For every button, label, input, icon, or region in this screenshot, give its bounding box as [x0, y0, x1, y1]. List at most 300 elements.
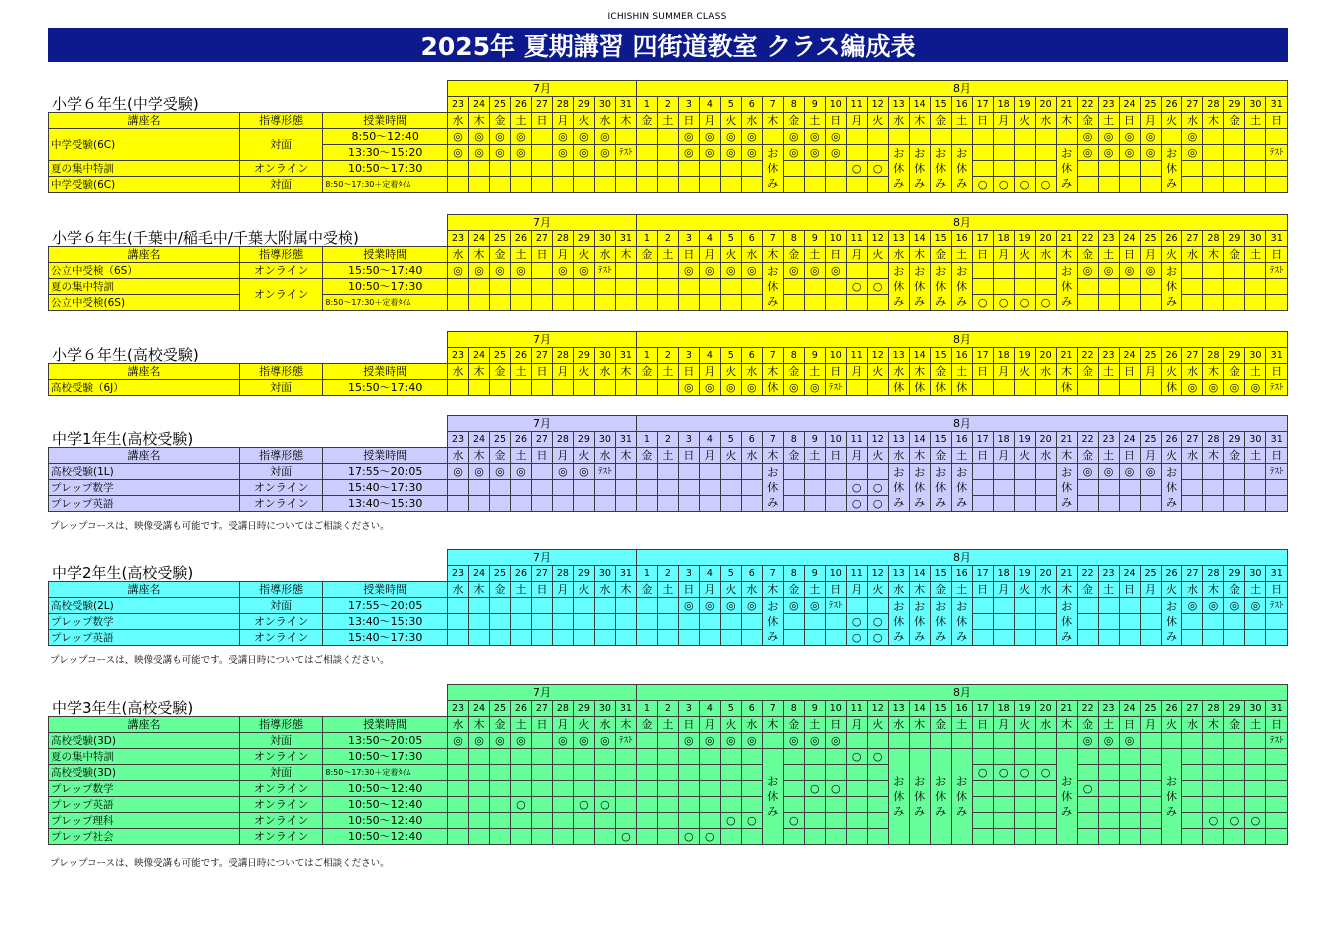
schedule-cell — [615, 263, 636, 279]
weekday-cell: 土 — [804, 113, 825, 129]
schedule-cell — [804, 614, 825, 630]
date-cell: 24 — [1119, 97, 1140, 113]
schedule-cell — [930, 129, 951, 145]
date-cell: 30 — [1245, 231, 1266, 247]
weekday-cell: 火 — [1161, 448, 1182, 464]
weekday-cell: 土 — [951, 448, 972, 464]
schedule-cell — [531, 480, 552, 496]
weekday-cell: 土 — [951, 717, 972, 733]
holiday-text: お — [956, 147, 968, 160]
date-cell: 4 — [699, 432, 720, 448]
col-header-mode: 指導形態 — [239, 448, 322, 464]
weekday-cell: 日 — [1266, 717, 1288, 733]
schedule-cell — [531, 733, 552, 749]
class-time: 15:40～17:30 — [323, 630, 448, 646]
weekday-cell: 金 — [1224, 113, 1245, 129]
weekday-cell: 火 — [1161, 364, 1182, 380]
date-cell: 23 — [1098, 348, 1119, 364]
schedule-cell — [1245, 145, 1266, 161]
schedule-cell — [804, 749, 825, 765]
schedule-cell — [615, 797, 636, 813]
date-cell: 15 — [930, 432, 951, 448]
date-cell: 21 — [1056, 97, 1077, 113]
class-time: 15:50～17:40 — [323, 263, 448, 279]
schedule-cell — [636, 480, 657, 496]
schedule-cell — [1203, 295, 1224, 311]
class-time: 15:40～17:30 — [323, 480, 448, 496]
holiday-text: 休 — [935, 790, 947, 803]
weekday-cell: 木 — [469, 113, 490, 129]
date-cell: 27 — [531, 97, 552, 113]
schedule-cell: ○ — [846, 480, 867, 496]
month-august: 8月 — [636, 685, 1287, 701]
weekday-cell: 土 — [804, 717, 825, 733]
schedule-cell — [1014, 614, 1035, 630]
schedule-cell — [783, 295, 804, 311]
date-cell: 28 — [1203, 231, 1224, 247]
schedule-cell — [1035, 129, 1056, 145]
weekday-cell: 木 — [615, 717, 636, 733]
schedule-cell: ◎ — [489, 145, 510, 161]
schedule-cell: 休 — [1161, 380, 1182, 396]
schedule-cell — [636, 496, 657, 512]
date-cell: 11 — [846, 348, 867, 364]
schedule-cell: ◎ — [573, 129, 594, 145]
schedule-cell — [678, 161, 699, 177]
holiday-text: み — [767, 630, 779, 643]
schedule-cell — [552, 829, 573, 845]
schedule-cell — [510, 295, 531, 311]
schedule-cell — [1182, 765, 1203, 781]
month-august: 8月 — [636, 81, 1287, 97]
schedule-cell — [1140, 295, 1161, 311]
schedule-cell — [1119, 279, 1140, 295]
col-header-time: 授業時間 — [323, 448, 448, 464]
weekday-cell: 日 — [1266, 448, 1288, 464]
weekday-cell: 水 — [1035, 247, 1056, 263]
schedule-cell: ○ — [867, 279, 888, 295]
schedule-cell — [783, 279, 804, 295]
weekday-cell: 日 — [972, 364, 993, 380]
schedule-cell: ○ — [1014, 177, 1035, 193]
weekday-cell: 月 — [993, 247, 1014, 263]
blank-cell — [49, 231, 448, 247]
course-name: プレップ英語 — [49, 496, 240, 512]
schedule-cell — [1056, 733, 1077, 749]
schedule-cell: ﾃｽﾄ — [1266, 464, 1288, 480]
schedule-cell: ○ — [1014, 295, 1035, 311]
schedule-cell — [993, 380, 1014, 396]
date-cell: 13 — [888, 348, 909, 364]
schedule-cell — [741, 749, 762, 765]
schedule-cell: ◎ — [783, 129, 804, 145]
date-cell: 24 — [469, 231, 490, 247]
weekday-cell: 水 — [448, 582, 469, 598]
holiday-text: 休 — [767, 481, 779, 494]
schedule-cell — [993, 496, 1014, 512]
date-cell: 12 — [867, 566, 888, 582]
schedule-cell — [1035, 781, 1056, 797]
schedule-cell — [741, 781, 762, 797]
schedule-cell: ◎ — [825, 129, 846, 145]
date-cell: 10 — [825, 701, 846, 717]
schedule-cell — [1245, 480, 1266, 496]
schedule-cell: ◎ — [1077, 733, 1098, 749]
schedule-cell: ◎ — [678, 145, 699, 161]
schedule-cell — [1014, 129, 1035, 145]
date-cell: 20 — [1035, 97, 1056, 113]
holiday-text: お — [767, 775, 779, 788]
schedule-cell — [804, 177, 825, 193]
date-cell: 28 — [552, 701, 573, 717]
schedule-cell — [867, 733, 888, 749]
schedule-cell — [972, 614, 993, 630]
date-cell: 1 — [636, 701, 657, 717]
schedule-cell — [1266, 279, 1288, 295]
date-cell: 7 — [762, 231, 783, 247]
weekday-cell: 月 — [1140, 113, 1161, 129]
schedule-cell: ◎ — [469, 464, 490, 480]
schedule-cell: ◎ — [510, 145, 531, 161]
date-cell: 22 — [1077, 348, 1098, 364]
date-cell: 7 — [762, 348, 783, 364]
holiday-text: み — [767, 177, 779, 190]
weekday-cell: 日 — [825, 717, 846, 733]
schedule-cell — [1245, 749, 1266, 765]
schedule-cell — [1266, 749, 1288, 765]
date-cell: 31 — [615, 348, 636, 364]
weekday-cell: 火 — [1014, 247, 1035, 263]
schedule-cell — [972, 380, 993, 396]
blank-cell — [49, 685, 448, 701]
schedule-cell: 休 — [1056, 380, 1077, 396]
weekday-cell: 日 — [678, 113, 699, 129]
teaching-mode: 対面 — [239, 598, 322, 614]
schedule-cell — [469, 749, 490, 765]
weekday-cell: 木 — [469, 364, 490, 380]
schedule-cell — [615, 177, 636, 193]
schedule-cell: ◎ — [1077, 129, 1098, 145]
date-cell: 14 — [909, 231, 930, 247]
holiday-text: お — [914, 600, 926, 613]
date-cell: 29 — [573, 231, 594, 247]
schedule-cell — [825, 829, 846, 845]
schedule-cell: ◎ — [825, 733, 846, 749]
holiday-text: 休 — [1061, 790, 1073, 803]
table-row — [49, 630, 1288, 646]
holiday-cell — [909, 749, 930, 845]
schedule-cell — [531, 598, 552, 614]
schedule-cell — [720, 177, 741, 193]
date-cell: 7 — [762, 432, 783, 448]
date-cell: 28 — [1203, 701, 1224, 717]
date-cell: 2 — [657, 566, 678, 582]
date-cell: 30 — [594, 348, 615, 364]
schedule-cell — [594, 781, 615, 797]
schedule-cell — [1035, 161, 1056, 177]
blank-cell — [49, 97, 448, 113]
schedule-cell — [531, 129, 552, 145]
date-cell: 25 — [1140, 97, 1161, 113]
schedule-cell — [552, 765, 573, 781]
schedule-cell — [552, 480, 573, 496]
weekday-cell: 日 — [678, 717, 699, 733]
course-name: 高校受験（6J） — [49, 380, 240, 396]
schedule-cell — [1014, 145, 1035, 161]
holiday-cell — [1161, 749, 1182, 845]
schedule-cell — [699, 161, 720, 177]
schedule-cell — [510, 279, 531, 295]
holiday-text: 休 — [956, 790, 968, 803]
schedule-cell — [804, 496, 825, 512]
schedule-cell — [636, 813, 657, 829]
holiday-cell — [1056, 145, 1077, 193]
holiday-text: み — [914, 496, 926, 509]
holiday-cell — [909, 464, 930, 512]
date-cell: 27 — [1182, 432, 1203, 448]
schedule-cell: ○ — [699, 829, 720, 845]
schedule-cell — [531, 496, 552, 512]
schedule-cell — [1245, 129, 1266, 145]
holiday-text: み — [1165, 177, 1177, 190]
date-cell: 29 — [1224, 566, 1245, 582]
date-cell: 15 — [930, 97, 951, 113]
holiday-cell — [930, 598, 951, 646]
blank-cell — [49, 550, 448, 566]
schedule-cell — [1035, 380, 1056, 396]
date-cell: 8 — [783, 348, 804, 364]
weekday-cell: 水 — [741, 364, 762, 380]
schedule-cell — [867, 464, 888, 480]
schedule-cell — [531, 380, 552, 396]
teaching-mode: オンライン — [239, 614, 322, 630]
weekday-cell: 月 — [699, 113, 720, 129]
date-cell: 27 — [531, 348, 552, 364]
date-cell: 20 — [1035, 231, 1056, 247]
schedule-cell — [531, 765, 552, 781]
class-time: 8:50～17:30＋定着ﾀｲﾑ — [323, 765, 448, 781]
holiday-text: 休 — [1165, 280, 1177, 293]
date-cell: 13 — [888, 701, 909, 717]
course-name: 中学受験(6C) — [49, 129, 240, 161]
schedule-table — [48, 80, 1288, 193]
weekday-cell: 金 — [783, 717, 804, 733]
schedule-cell — [1098, 797, 1119, 813]
date-cell: 25 — [489, 231, 510, 247]
schedule-cell: ◎ — [1224, 598, 1245, 614]
date-cell: 26 — [510, 701, 531, 717]
schedule-cell — [972, 797, 993, 813]
schedule-cell — [1182, 813, 1203, 829]
schedule-cell — [867, 829, 888, 845]
date-cell: 26 — [1161, 231, 1182, 247]
holiday-cell — [762, 464, 783, 512]
weekday-cell: 水 — [1182, 364, 1203, 380]
schedule-cell: ◎ — [741, 598, 762, 614]
date-cell: 12 — [867, 348, 888, 364]
date-cell: 3 — [678, 97, 699, 113]
schedule-cell — [699, 813, 720, 829]
prep-note: プレップコースは、映像受講も可能です。受講日時についてはご相談ください。 — [50, 655, 390, 666]
weekday-cell: 金 — [930, 448, 951, 464]
schedule-cell — [573, 614, 594, 630]
schedule-cell — [469, 480, 490, 496]
schedule-cell — [1266, 295, 1288, 311]
schedule-cell — [489, 813, 510, 829]
date-cell: 6 — [741, 348, 762, 364]
holiday-cell — [1056, 464, 1077, 512]
schedule-cell — [1140, 598, 1161, 614]
weekday-cell: 火 — [720, 717, 741, 733]
weekday-cell: 土 — [1245, 582, 1266, 598]
weekday-cell: 水 — [888, 113, 909, 129]
holiday-text: お — [935, 466, 947, 479]
schedule-cell: ◎ — [720, 145, 741, 161]
schedule-cell — [783, 464, 804, 480]
date-cell: 26 — [1161, 566, 1182, 582]
schedule-cell — [510, 749, 531, 765]
weekday-cell: 火 — [867, 582, 888, 598]
schedule-cell — [469, 598, 490, 614]
col-header-course: 講座名 — [49, 717, 240, 733]
weekday-cell: 日 — [972, 717, 993, 733]
course-name: プレップ理科 — [49, 813, 240, 829]
schedule-cell — [804, 630, 825, 646]
schedule-cell — [1224, 630, 1245, 646]
weekday-cell: 月 — [846, 582, 867, 598]
schedule-cell — [636, 614, 657, 630]
schedule-cell — [867, 380, 888, 396]
weekday-cell: 木 — [1203, 247, 1224, 263]
schedule-cell — [552, 614, 573, 630]
class-time: 10:50～12:40 — [323, 829, 448, 845]
schedule-cell — [867, 177, 888, 193]
schedule-cell — [1014, 829, 1035, 845]
schedule-cell — [846, 380, 867, 396]
schedule-cell — [720, 749, 741, 765]
weekday-cell: 金 — [1224, 247, 1245, 263]
table-row — [49, 813, 1288, 829]
schedule-cell — [489, 829, 510, 845]
schedule-cell — [1266, 829, 1288, 845]
schedule-cell: ○ — [783, 813, 804, 829]
course-name: 公立中受検（6S） — [49, 263, 240, 279]
weekday-cell: 火 — [573, 717, 594, 733]
schedule-cell — [489, 797, 510, 813]
schedule-cell — [1266, 496, 1288, 512]
schedule-cell: 休 — [951, 380, 972, 396]
schedule-cell — [804, 765, 825, 781]
date-cell: 25 — [489, 566, 510, 582]
date-cell: 24 — [1119, 231, 1140, 247]
schedule-cell — [1077, 813, 1098, 829]
schedule-cell: ◎ — [741, 733, 762, 749]
schedule-cell — [1014, 733, 1035, 749]
schedule-cell — [1182, 177, 1203, 193]
course-name: 夏の集中特訓 — [49, 161, 240, 177]
schedule-cell — [1140, 797, 1161, 813]
table-row — [49, 733, 1288, 749]
schedule-cell — [552, 749, 573, 765]
schedule-cell — [1266, 129, 1288, 145]
schedule-cell — [1182, 279, 1203, 295]
schedule-cell — [615, 598, 636, 614]
schedule-cell — [469, 295, 490, 311]
schedule-cell — [1077, 797, 1098, 813]
schedule-cell — [657, 295, 678, 311]
schedule-cell — [1119, 749, 1140, 765]
schedule-cell: ◎ — [1182, 129, 1203, 145]
schedule-cell: ○ — [972, 295, 993, 311]
weekday-cell: 日 — [1266, 364, 1288, 380]
holiday-text: 休 — [893, 280, 905, 293]
schedule-cell — [972, 749, 993, 765]
schedule-cell — [1140, 781, 1161, 797]
schedule-cell: ◎ — [489, 129, 510, 145]
schedule-cell: ◎ — [1182, 598, 1203, 614]
schedule-cell: ○ — [972, 765, 993, 781]
schedule-cell — [615, 496, 636, 512]
schedule-cell: ○ — [594, 797, 615, 813]
schedule-cell — [1245, 161, 1266, 177]
schedule-cell — [1182, 829, 1203, 845]
weekday-cell: 土 — [1245, 448, 1266, 464]
date-cell: 1 — [636, 348, 657, 364]
schedule-cell: ◎ — [594, 733, 615, 749]
schedule-cell — [1203, 630, 1224, 646]
teaching-mode: オンライン — [239, 630, 322, 646]
schedule-cell: ○ — [867, 614, 888, 630]
date-cell: 23 — [1098, 432, 1119, 448]
date-cell: 14 — [909, 701, 930, 717]
schedule-cell: 休 — [888, 380, 909, 396]
schedule-cell — [594, 496, 615, 512]
course-name: 高校受験(3D) — [49, 733, 240, 749]
date-cell: 15 — [930, 701, 951, 717]
schedule-cell — [678, 279, 699, 295]
weekday-cell: 日 — [972, 448, 993, 464]
col-header-mode: 指導形態 — [239, 717, 322, 733]
date-cell: 10 — [825, 97, 846, 113]
class-time: 8:50～17:30＋定着ﾀｲﾑ — [323, 177, 448, 193]
schedule-cell — [1224, 480, 1245, 496]
schedule-cell: ◎ — [699, 129, 720, 145]
schedule-cell: ◎ — [1119, 464, 1140, 480]
date-cell: 5 — [720, 432, 741, 448]
date-cell: 23 — [1098, 566, 1119, 582]
course-name: プレップ社会 — [49, 829, 240, 845]
date-cell: 31 — [615, 432, 636, 448]
schedule-cell: ◎ — [448, 263, 469, 279]
course-name: 高校受験(3D) — [49, 765, 240, 781]
date-cell: 23 — [448, 231, 469, 247]
date-cell: 9 — [804, 701, 825, 717]
schedule-cell: ◎ — [552, 464, 573, 480]
date-cell: 30 — [594, 432, 615, 448]
schedule-cell — [657, 781, 678, 797]
schedule-cell — [448, 598, 469, 614]
weekday-cell: 金 — [1077, 448, 1098, 464]
schedule-cell — [510, 598, 531, 614]
schedule-cell — [448, 295, 469, 311]
class-time: 10:50～12:40 — [323, 781, 448, 797]
schedule-cell: ○ — [846, 279, 867, 295]
schedule-cell — [636, 295, 657, 311]
schedule-cell — [615, 295, 636, 311]
schedule-cell — [489, 630, 510, 646]
weekday-cell: 火 — [867, 247, 888, 263]
schedule-cell — [552, 797, 573, 813]
